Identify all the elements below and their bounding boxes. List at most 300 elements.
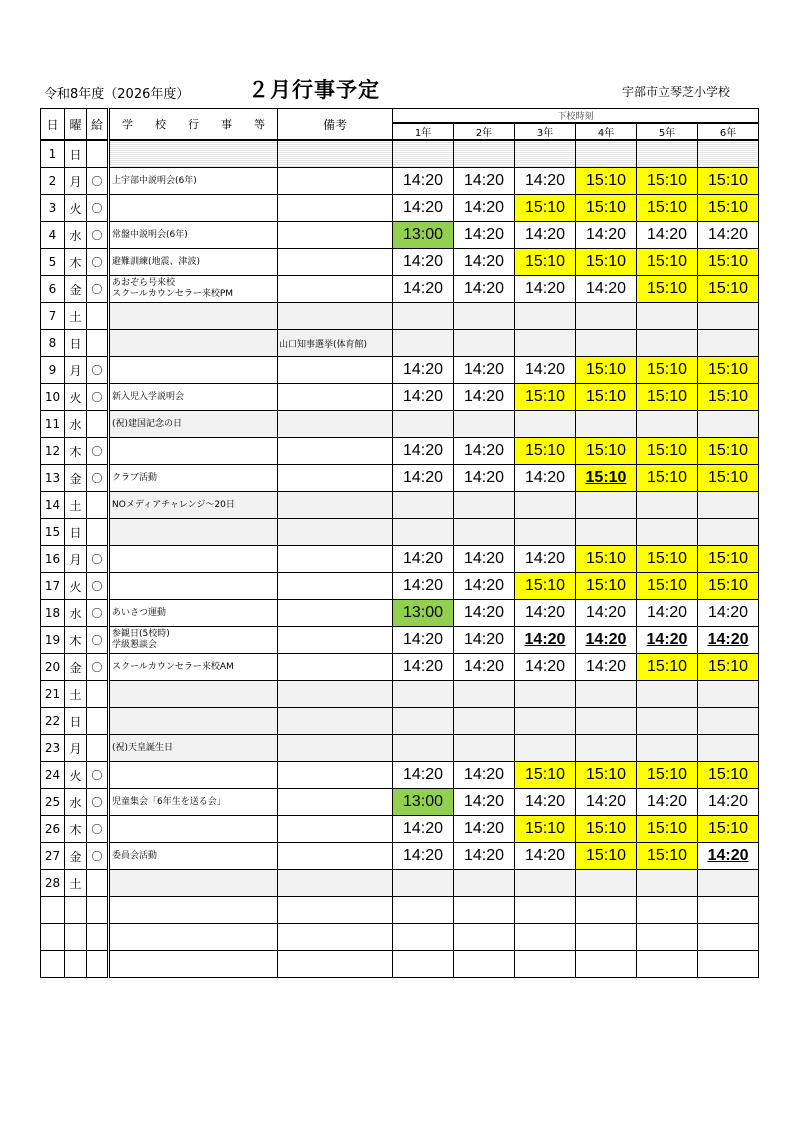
- table-row: [41, 438, 759, 465]
- note-cell: [278, 789, 393, 816]
- weekday-cell: 土: [65, 870, 87, 897]
- lunch-cell: [87, 681, 109, 708]
- weekday-cell: 日: [65, 330, 87, 357]
- weekday-cell: [65, 924, 87, 951]
- event-text: NOメディアチャレンジ～20日: [112, 499, 235, 510]
- dismissal-time-cell: 15:10: [698, 654, 759, 681]
- dismissal-time-cell: 14:20: [515, 789, 576, 816]
- dismissal-time-cell: [637, 519, 698, 546]
- dismissal-time-cell: [454, 681, 515, 708]
- table-row: [41, 140, 759, 168]
- dismissal-time-cell: 14:20: [698, 843, 759, 870]
- dismissal-time-cell: [698, 303, 759, 330]
- event-text: (祝)天皇誕生日: [112, 742, 174, 753]
- note-cell: [278, 573, 393, 600]
- dismissal-time-cell: 14:20: [393, 816, 454, 843]
- dismissal-time-cell: 14:20: [393, 438, 454, 465]
- lunch-cell: 〇: [87, 195, 109, 222]
- dismissal-time-cell: 15:10: [637, 168, 698, 195]
- dismissal-time-cell: 14:20: [515, 546, 576, 573]
- note-cell: 山口知事選挙(体育館): [278, 330, 393, 357]
- col-header-lunch: 給: [87, 109, 109, 141]
- dismissal-time-cell: 15:10: [576, 843, 637, 870]
- table-row: [41, 951, 759, 978]
- dismissal-time-cell: 14:20: [454, 168, 515, 195]
- lunch-cell: 〇: [87, 168, 109, 195]
- event-cell: [109, 168, 278, 195]
- lunch-cell: [87, 411, 109, 438]
- dismissal-time-cell: [454, 492, 515, 519]
- table-row: [41, 546, 759, 573]
- table-row: [41, 924, 759, 951]
- dismissal-time-cell: [454, 140, 515, 168]
- day-cell: 1: [41, 140, 65, 168]
- grade-header: 5年: [637, 123, 698, 140]
- table-row: [41, 600, 759, 627]
- note-cell: [278, 303, 393, 330]
- dismissal-time-cell: 15:10: [576, 384, 637, 411]
- dismissal-time-cell: 14:20: [393, 276, 454, 303]
- dismissal-time-cell: [698, 897, 759, 924]
- table-row: [41, 357, 759, 384]
- grade-header: 6年: [698, 123, 759, 140]
- dismissal-time-cell: 15:10: [515, 573, 576, 600]
- day-cell: 22: [41, 708, 65, 735]
- table-row: [41, 708, 759, 735]
- table-row: [41, 195, 759, 222]
- event-text: 上宇部中説明会(6年): [112, 175, 197, 186]
- event-text: 児童集会「6年生を送る会」: [112, 796, 226, 807]
- dismissal-time-cell: 14:20: [698, 789, 759, 816]
- dismissal-time-cell: 15:10: [576, 762, 637, 789]
- dismissal-time-cell: [698, 708, 759, 735]
- dismissal-time-cell: [698, 519, 759, 546]
- note-cell: [278, 924, 393, 951]
- weekday-cell: 土: [65, 492, 87, 519]
- dismissal-time-cell: [454, 897, 515, 924]
- table-row: [41, 627, 759, 654]
- lunch-cell: 〇: [87, 465, 109, 492]
- table-row: [41, 897, 759, 924]
- lunch-cell: 〇: [87, 654, 109, 681]
- day-cell: 10: [41, 384, 65, 411]
- dismissal-time-cell: 15:10: [576, 465, 637, 492]
- weekday-cell: 火: [65, 384, 87, 411]
- dismissal-time-cell: 14:20: [454, 627, 515, 654]
- day-cell: 26: [41, 816, 65, 843]
- dismissal-time-cell: 14:20: [454, 384, 515, 411]
- dismissal-time-cell: 15:10: [576, 573, 637, 600]
- day-cell: 5: [41, 249, 65, 276]
- lunch-cell: 〇: [87, 357, 109, 384]
- lunch-cell: 〇: [87, 384, 109, 411]
- note-cell: [278, 222, 393, 249]
- event-cell: [109, 789, 278, 816]
- dismissal-time-cell: 14:20: [393, 762, 454, 789]
- weekday-cell: [65, 897, 87, 924]
- dismissal-time-cell: [454, 870, 515, 897]
- event-cell: [109, 222, 278, 249]
- dismissal-time-cell: 14:20: [576, 600, 637, 627]
- dismissal-time-cell: 14:20: [454, 762, 515, 789]
- dismissal-time-cell: [515, 870, 576, 897]
- event-text: 常盤中説明会(6年): [112, 229, 188, 240]
- dismissal-time-cell: [515, 897, 576, 924]
- col-header-dismissal: 下校時刻: [393, 109, 759, 124]
- lunch-cell: 〇: [87, 222, 109, 249]
- dismissal-time-cell: 14:20: [454, 843, 515, 870]
- note-cell: [278, 519, 393, 546]
- dismissal-time-cell: 14:20: [393, 168, 454, 195]
- event-cell: [109, 708, 278, 735]
- dismissal-time-cell: [393, 951, 454, 978]
- dismissal-time-cell: 14:20: [637, 600, 698, 627]
- dismissal-time-cell: 14:20: [393, 546, 454, 573]
- dismissal-time-cell: 14:20: [454, 600, 515, 627]
- note-cell: [278, 681, 393, 708]
- event-text: (祝)建国記念の日: [112, 418, 183, 429]
- day-cell: 7: [41, 303, 65, 330]
- dismissal-time-cell: 14:20: [515, 627, 576, 654]
- day-cell: 12: [41, 438, 65, 465]
- table-row: [41, 276, 759, 303]
- dismissal-time-cell: 14:20: [454, 816, 515, 843]
- dismissal-time-cell: [515, 303, 576, 330]
- dismissal-time-cell: 14:20: [515, 654, 576, 681]
- dismissal-time-cell: [576, 681, 637, 708]
- dismissal-time-cell: 15:10: [698, 276, 759, 303]
- event-cell: [109, 384, 278, 411]
- dismissal-time-cell: 15:10: [515, 384, 576, 411]
- dismissal-time-cell: 14:20: [454, 654, 515, 681]
- dismissal-time-cell: 15:10: [515, 195, 576, 222]
- day-cell: 16: [41, 546, 65, 573]
- dismissal-time-cell: [698, 870, 759, 897]
- dismissal-time-cell: [637, 681, 698, 708]
- dismissal-time-cell: [454, 330, 515, 357]
- event-cell: [109, 249, 278, 276]
- dismissal-time-cell: [698, 681, 759, 708]
- fiscal-year: 令和8年度（2026年度）: [44, 87, 190, 102]
- dismissal-time-cell: [637, 492, 698, 519]
- dismissal-time-cell: 14:20: [515, 600, 576, 627]
- day-cell: 23: [41, 735, 65, 762]
- dismissal-time-cell: [698, 735, 759, 762]
- day-cell: 14: [41, 492, 65, 519]
- dismissal-time-cell: [393, 924, 454, 951]
- dismissal-time-cell: [515, 140, 576, 168]
- dismissal-time-cell: [637, 303, 698, 330]
- event-cell: [109, 465, 278, 492]
- grade-header: 2年: [454, 123, 515, 140]
- weekday-cell: 水: [65, 600, 87, 627]
- dismissal-time-cell: [515, 951, 576, 978]
- weekday-cell: 月: [65, 357, 87, 384]
- dismissal-time-cell: 15:10: [637, 195, 698, 222]
- event-cell: [109, 897, 278, 924]
- event-cell: [109, 573, 278, 600]
- lunch-cell: 〇: [87, 627, 109, 654]
- event-text: スクールカウンセラー来校AM: [112, 661, 234, 672]
- dismissal-time-cell: 14:20: [515, 168, 576, 195]
- day-cell: 21: [41, 681, 65, 708]
- table-row: [41, 519, 759, 546]
- dismissal-time-cell: [637, 951, 698, 978]
- dismissal-time-cell: 14:20: [454, 222, 515, 249]
- dismissal-time-cell: [393, 870, 454, 897]
- dismissal-time-cell: [393, 140, 454, 168]
- col-header-weekday: 曜: [65, 109, 87, 141]
- lunch-cell: [87, 735, 109, 762]
- day-cell: 8: [41, 330, 65, 357]
- table-row: [41, 168, 759, 195]
- table-row: [41, 762, 759, 789]
- dismissal-time-cell: 15:10: [515, 816, 576, 843]
- dismissal-time-cell: [393, 411, 454, 438]
- note-cell: [278, 249, 393, 276]
- dismissal-time-cell: [454, 303, 515, 330]
- day-cell: 28: [41, 870, 65, 897]
- dismissal-time-cell: 15:10: [698, 195, 759, 222]
- dismissal-time-cell: 14:20: [515, 465, 576, 492]
- event-cell: [109, 195, 278, 222]
- dismissal-time-cell: 15:10: [637, 384, 698, 411]
- dismissal-time-cell: 15:10: [698, 249, 759, 276]
- dismissal-time-cell: 14:20: [576, 276, 637, 303]
- dismissal-time-cell: 15:10: [637, 249, 698, 276]
- lunch-cell: [87, 330, 109, 357]
- dismissal-time-cell: 14:20: [454, 438, 515, 465]
- note-cell: [278, 492, 393, 519]
- weekday-cell: [65, 951, 87, 978]
- dismissal-time-cell: 14:20: [515, 276, 576, 303]
- dismissal-time-cell: 15:10: [576, 249, 637, 276]
- dismissal-time-cell: [698, 330, 759, 357]
- dismissal-time-cell: 14:20: [454, 789, 515, 816]
- lunch-cell: 〇: [87, 249, 109, 276]
- event-cell: [109, 627, 278, 654]
- weekday-cell: 金: [65, 843, 87, 870]
- dismissal-time-cell: [393, 330, 454, 357]
- dismissal-time-cell: [515, 735, 576, 762]
- dismissal-time-cell: 14:20: [393, 654, 454, 681]
- dismissal-time-cell: [698, 924, 759, 951]
- grade-header: 4年: [576, 123, 637, 140]
- event-text: 委員会活動: [112, 850, 158, 861]
- table-row: [41, 465, 759, 492]
- table-row: [41, 222, 759, 249]
- day-cell: 4: [41, 222, 65, 249]
- dismissal-time-cell: [576, 303, 637, 330]
- lunch-cell: 〇: [87, 816, 109, 843]
- weekday-cell: 月: [65, 168, 87, 195]
- event-cell: [109, 492, 278, 519]
- weekday-cell: 火: [65, 195, 87, 222]
- dismissal-time-cell: 14:20: [393, 384, 454, 411]
- dismissal-time-cell: [515, 519, 576, 546]
- lunch-cell: 〇: [87, 546, 109, 573]
- dismissal-time-cell: [698, 492, 759, 519]
- dismissal-time-cell: 14:20: [576, 654, 637, 681]
- note-cell: [278, 465, 393, 492]
- note-cell: [278, 870, 393, 897]
- dismissal-time-cell: [393, 735, 454, 762]
- dismissal-time-cell: [576, 951, 637, 978]
- weekday-cell: 月: [65, 735, 87, 762]
- dismissal-time-cell: 15:10: [698, 384, 759, 411]
- dismissal-time-cell: [393, 303, 454, 330]
- table-row: [41, 249, 759, 276]
- dismissal-time-cell: 14:20: [637, 627, 698, 654]
- weekday-cell: 火: [65, 762, 87, 789]
- dismissal-time-cell: [637, 870, 698, 897]
- grade-header: 3年: [515, 123, 576, 140]
- weekday-cell: 金: [65, 654, 87, 681]
- dismissal-time-cell: 15:10: [576, 357, 637, 384]
- dismissal-time-cell: [576, 924, 637, 951]
- table-row: [41, 816, 759, 843]
- dismissal-time-cell: 14:20: [393, 627, 454, 654]
- event-cell: [109, 140, 278, 168]
- day-cell: 2: [41, 168, 65, 195]
- dismissal-time-cell: [393, 897, 454, 924]
- grade-header: 1年: [393, 123, 454, 140]
- dismissal-time-cell: 15:10: [637, 654, 698, 681]
- lunch-cell: 〇: [87, 843, 109, 870]
- dismissal-time-cell: [576, 708, 637, 735]
- dismissal-time-cell: [576, 492, 637, 519]
- event-cell: [109, 735, 278, 762]
- dismissal-time-cell: 14:20: [576, 627, 637, 654]
- event-cell: [109, 303, 278, 330]
- dismissal-time-cell: 15:10: [637, 438, 698, 465]
- dismissal-time-cell: 14:20: [515, 843, 576, 870]
- dismissal-time-cell: [393, 708, 454, 735]
- dismissal-time-cell: [454, 735, 515, 762]
- lunch-cell: [87, 708, 109, 735]
- dismissal-time-cell: [515, 330, 576, 357]
- day-cell: 24: [41, 762, 65, 789]
- table-row: [41, 573, 759, 600]
- event-text: 参観日(5校時) 学級懇談会: [112, 629, 170, 650]
- weekday-cell: 月: [65, 546, 87, 573]
- weekday-cell: 日: [65, 519, 87, 546]
- dismissal-time-cell: 14:20: [393, 843, 454, 870]
- dismissal-time-cell: 15:10: [637, 276, 698, 303]
- note-cell: [278, 438, 393, 465]
- dismissal-time-cell: [454, 924, 515, 951]
- note-cell: [278, 762, 393, 789]
- note-cell: [278, 816, 393, 843]
- event-cell: [109, 951, 278, 978]
- dismissal-time-cell: [515, 924, 576, 951]
- dismissal-time-cell: [454, 519, 515, 546]
- event-cell: [109, 843, 278, 870]
- day-cell: 25: [41, 789, 65, 816]
- dismissal-time-cell: 13:00: [393, 600, 454, 627]
- dismissal-time-cell: 15:10: [576, 816, 637, 843]
- note-cell: [278, 897, 393, 924]
- lunch-cell: [87, 924, 109, 951]
- note-cell: [278, 951, 393, 978]
- dismissal-time-cell: 15:10: [698, 546, 759, 573]
- note-cell: [278, 735, 393, 762]
- lunch-cell: [87, 492, 109, 519]
- event-cell: [109, 924, 278, 951]
- lunch-cell: [87, 870, 109, 897]
- schedule-table: [40, 108, 759, 978]
- weekday-cell: 土: [65, 303, 87, 330]
- dismissal-time-cell: 15:10: [698, 465, 759, 492]
- day-cell: 20: [41, 654, 65, 681]
- weekday-cell: 水: [65, 411, 87, 438]
- event-text: 避難訓練(地震、津波): [112, 256, 201, 267]
- dismissal-time-cell: [454, 411, 515, 438]
- dismissal-time-cell: 15:10: [515, 249, 576, 276]
- dismissal-time-cell: [576, 140, 637, 168]
- day-cell: 18: [41, 600, 65, 627]
- dismissal-time-cell: [698, 411, 759, 438]
- dismissal-time-cell: 14:20: [698, 600, 759, 627]
- event-cell: [109, 546, 278, 573]
- dismissal-time-cell: [576, 897, 637, 924]
- lunch-cell: 〇: [87, 438, 109, 465]
- day-cell: 13: [41, 465, 65, 492]
- dismissal-time-cell: [637, 924, 698, 951]
- table-row: [41, 303, 759, 330]
- lunch-cell: [87, 951, 109, 978]
- table-row: [41, 789, 759, 816]
- dismissal-time-cell: [637, 330, 698, 357]
- dismissal-time-cell: [393, 492, 454, 519]
- weekday-cell: 日: [65, 708, 87, 735]
- lunch-cell: 〇: [87, 276, 109, 303]
- day-cell: 6: [41, 276, 65, 303]
- dismissal-time-cell: 13:00: [393, 222, 454, 249]
- day-cell: 17: [41, 573, 65, 600]
- dismissal-time-cell: [393, 681, 454, 708]
- dismissal-time-cell: [637, 411, 698, 438]
- dismissal-time-cell: [576, 735, 637, 762]
- lunch-cell: 〇: [87, 789, 109, 816]
- event-cell: [109, 411, 278, 438]
- note-cell: [278, 546, 393, 573]
- event-cell: [109, 762, 278, 789]
- dismissal-time-cell: [637, 735, 698, 762]
- weekday-cell: 木: [65, 249, 87, 276]
- event-text: 新入児入学説明会: [112, 391, 185, 402]
- event-cell: [109, 276, 278, 303]
- table-row: [41, 411, 759, 438]
- event-text: クラブ活動: [112, 472, 158, 483]
- event-cell: [109, 816, 278, 843]
- dismissal-time-cell: [515, 708, 576, 735]
- lunch-cell: 〇: [87, 762, 109, 789]
- note-cell: [278, 654, 393, 681]
- table-row: [41, 384, 759, 411]
- lunch-cell: [87, 519, 109, 546]
- note-cell: [278, 168, 393, 195]
- dismissal-time-cell: [576, 519, 637, 546]
- note-cell: [278, 384, 393, 411]
- col-header-events: 学 校 行 事 等: [109, 109, 278, 141]
- dismissal-time-cell: [698, 951, 759, 978]
- dismissal-time-cell: [637, 708, 698, 735]
- weekday-cell: 金: [65, 276, 87, 303]
- note-cell: [278, 140, 393, 168]
- dismissal-time-cell: 14:20: [576, 789, 637, 816]
- day-cell: 11: [41, 411, 65, 438]
